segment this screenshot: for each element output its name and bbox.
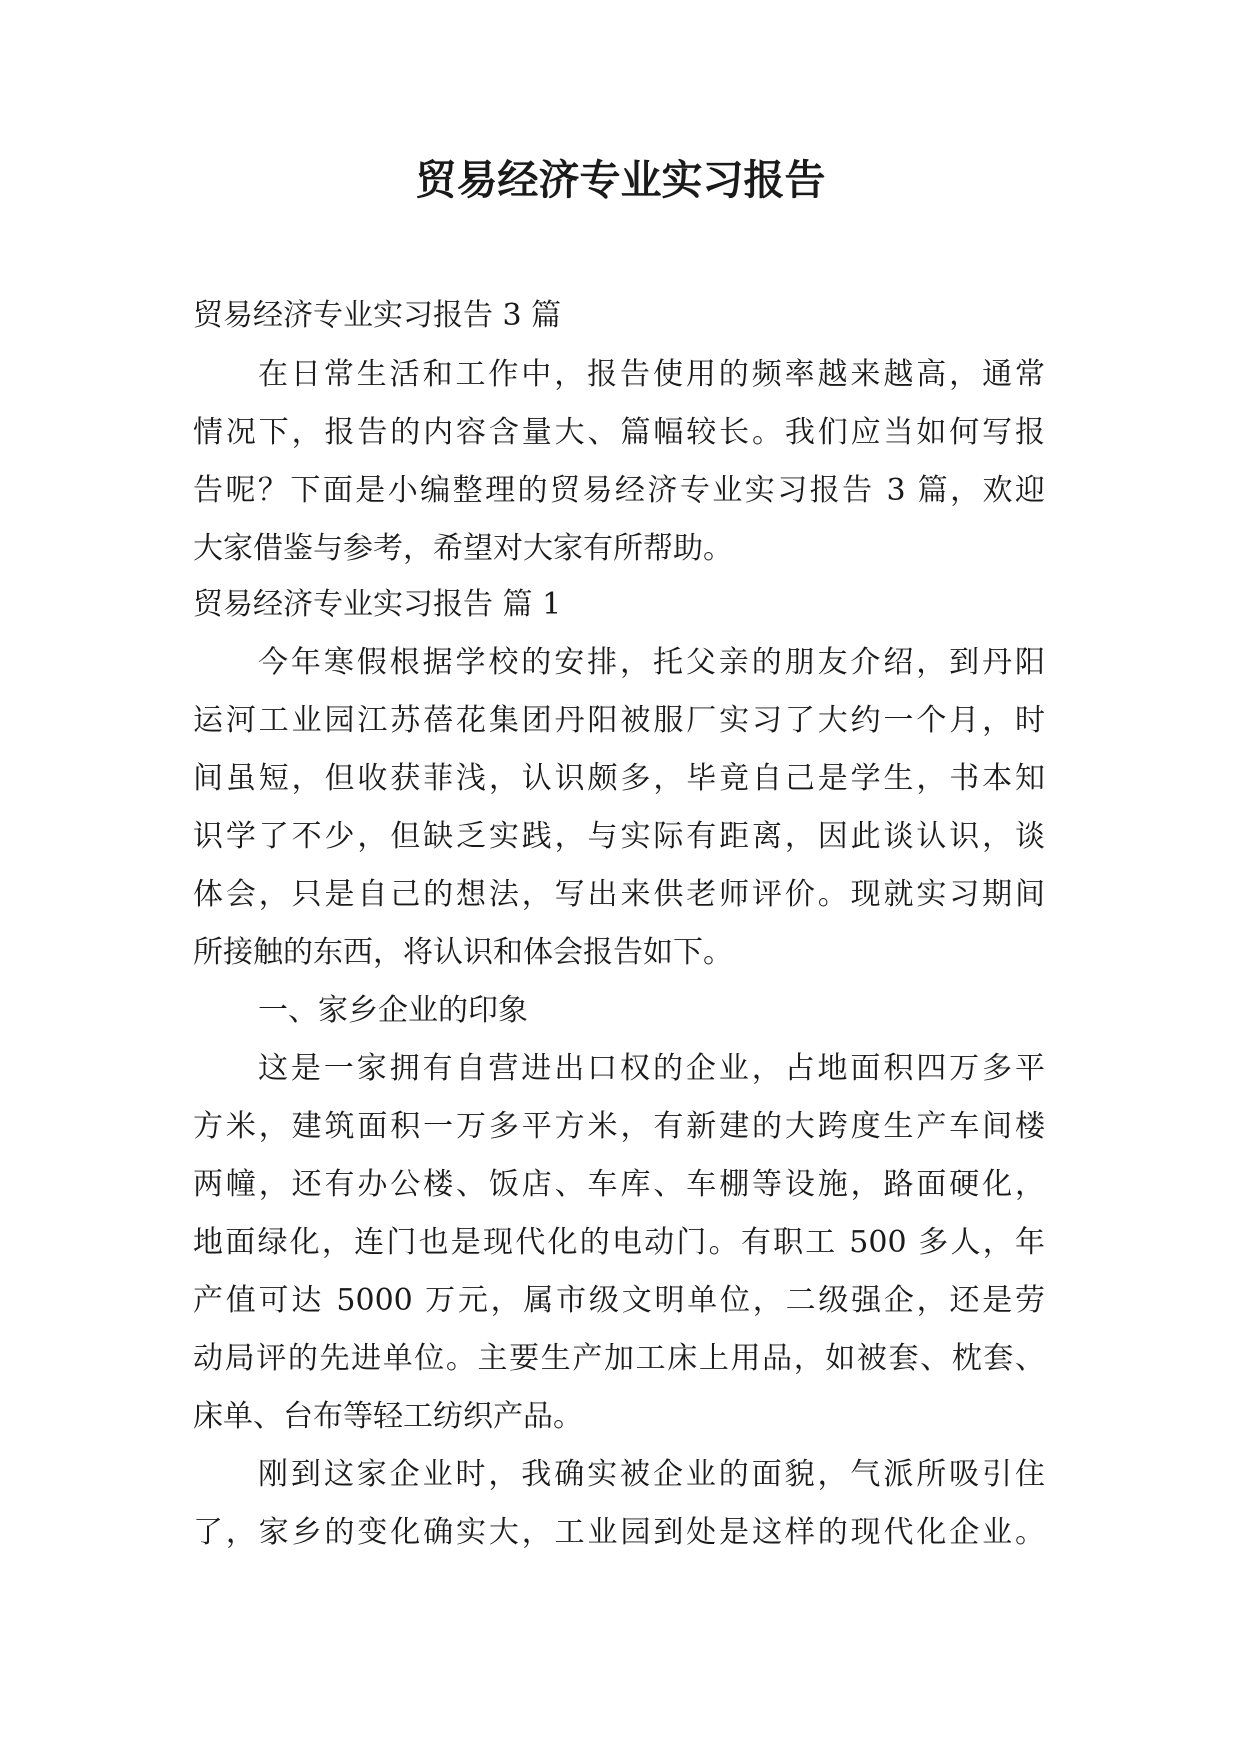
paragraph-line: 运河工业园江苏蓓花集团丹阳被服厂实习了大约一个月，时 (193, 703, 1045, 738)
subtitle-line: 贸易经济专业实习报告 3 篇 (193, 298, 562, 333)
document-title: 贸易经济专业实习报告 (415, 156, 826, 204)
paragraph-line: 这是一家拥有自营进出口权的企业，占地面积四万多平 (258, 1051, 1045, 1086)
paragraph-line: 方米，建筑面积一万多平方米，有新建的大跨度生产车间楼 (193, 1109, 1045, 1144)
paragraph-line: 体会，只是自己的想法，写出来供老师评价。现就实习期间 (193, 877, 1045, 912)
paragraph-line: 两幢，还有办公楼、饭店、车库、车棚等设施，路面硬化， (193, 1167, 1045, 1202)
paragraph-line: 情况下，报告的内容含量大、篇幅较长。我们应当如何写报 (193, 415, 1045, 450)
paragraph-line: 大家借鉴与参考，希望对大家有所帮助。 (193, 531, 733, 566)
subsection-heading: 一、家乡企业的印象 (258, 993, 528, 1028)
paragraph-line: 告呢？下面是小编整理的贸易经济专业实习报告 3 篇，欢迎 (193, 473, 1045, 508)
paragraph-line: 地面绿化，连门也是现代化的电动门。有职工 500 多人，年 (193, 1225, 1045, 1260)
section-heading: 贸易经济专业实习报告 篇 1 (193, 587, 562, 622)
paragraph-line: 所接触的东西，将认识和体会报告如下。 (193, 935, 733, 970)
paragraph-line: 产值可达 5000 万元，属市级文明单位，二级强企，还是劳 (193, 1283, 1045, 1318)
paragraph-line: 床单、台布等轻工纺织产品。 (193, 1399, 583, 1434)
paragraph-line: 间虽短，但收获菲浅，认识颇多，毕竟自己是学生，书本知 (193, 761, 1045, 796)
paragraph-line: 今年寒假根据学校的安排，托父亲的朋友介绍，到丹阳 (258, 645, 1045, 680)
paragraph-line: 动局评的先进单位。主要生产加工床上用品，如被套、枕套、 (193, 1341, 1045, 1376)
paragraph-line: 识学了不少，但缺乏实践，与实际有距离，因此谈认识，谈 (193, 819, 1045, 854)
paragraph-line: 刚到这家企业时，我确实被企业的面貌，气派所吸引住 (258, 1457, 1045, 1492)
paragraph-line: 在日常生活和工作中，报告使用的频率越来越高，通常 (258, 357, 1045, 392)
paragraph-line: 了，家乡的变化确实大，工业园到处是这样的现代化企业。 (193, 1515, 1045, 1550)
